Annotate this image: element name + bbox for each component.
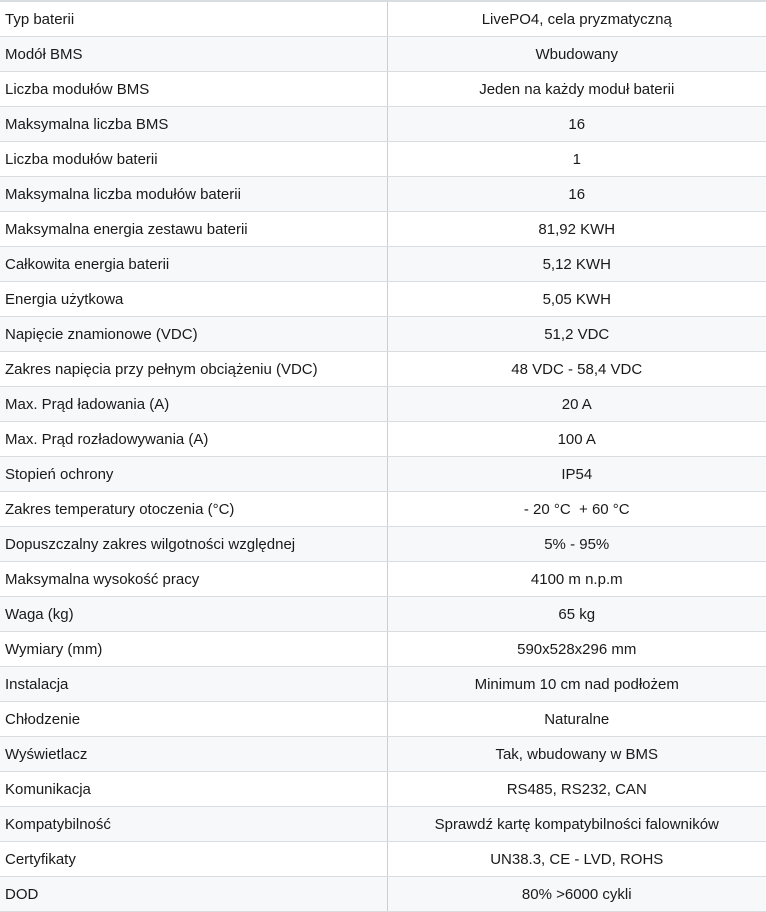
spec-value: 5,12 KWH <box>387 247 766 282</box>
table-row <box>0 177 766 212</box>
spec-label: Liczba modułów BMS <box>0 72 387 107</box>
spec-value: - 20 °C + 60 °C <box>387 492 766 527</box>
table-row <box>0 2 766 37</box>
spec-label: Komunikacja <box>0 772 387 807</box>
spec-label: Instalacja <box>0 667 387 702</box>
table-row <box>0 457 766 492</box>
spec-value: 4100 m n.p.m <box>387 562 766 597</box>
table-row <box>0 282 766 317</box>
spec-label: Maksymalna liczba modułów baterii <box>0 177 387 212</box>
spec-value: LivePO4, cela pryzmatyczną <box>387 2 766 37</box>
spec-label: Wymiary (mm) <box>0 632 387 667</box>
spec-value: IP54 <box>387 457 766 492</box>
table-row <box>0 737 766 772</box>
spec-value: 16 <box>387 107 766 142</box>
spec-label: Waga (kg) <box>0 597 387 632</box>
spec-value: Minimum 10 cm nad podłożem <box>387 667 766 702</box>
spec-label: Maksymalna liczba BMS <box>0 107 387 142</box>
spec-value: UN38.3, CE - LVD, ROHS <box>387 842 766 877</box>
spec-label: Dopuszczalny zakres wilgotności względnej <box>0 527 387 562</box>
table-row <box>0 562 766 597</box>
spec-table-body <box>0 2 766 912</box>
spec-label: Zakres temperatury otoczenia (°C) <box>0 492 387 527</box>
table-row <box>0 37 766 72</box>
table-row <box>0 597 766 632</box>
spec-value: 81,92 KWH <box>387 212 766 247</box>
spec-value: 65 kg <box>387 597 766 632</box>
spec-label: Maksymalna energia zestawu baterii <box>0 212 387 247</box>
spec-table <box>0 2 766 912</box>
table-row <box>0 247 766 282</box>
spec-label: Max. Prąd ładowania (A) <box>0 387 387 422</box>
table-row <box>0 702 766 737</box>
table-row <box>0 527 766 562</box>
spec-label: Certyfikaty <box>0 842 387 877</box>
spec-value: 1 <box>387 142 766 177</box>
spec-label: Napięcie znamionowe (VDC) <box>0 317 387 352</box>
table-row <box>0 142 766 177</box>
spec-label: Wyświetlacz <box>0 737 387 772</box>
spec-value: 80% >6000 cykli <box>387 877 766 912</box>
table-row <box>0 212 766 247</box>
table-row <box>0 667 766 702</box>
table-row <box>0 72 766 107</box>
spec-value: Tak, wbudowany w BMS <box>387 737 766 772</box>
spec-value: 48 VDC - 58,4 VDC <box>387 352 766 387</box>
spec-value: Jeden na każdy moduł baterii <box>387 72 766 107</box>
spec-label: Zakres napięcia przy pełnym obciążeniu (VDC) <box>0 352 387 387</box>
spec-label: Liczba modułów baterii <box>0 142 387 177</box>
spec-value: Sprawdź kartę kompatybilności falowników <box>387 807 766 842</box>
spec-value: 16 <box>387 177 766 212</box>
table-row <box>0 422 766 457</box>
table-row <box>0 842 766 877</box>
spec-value: 20 A <box>387 387 766 422</box>
spec-value: 100 A <box>387 422 766 457</box>
table-row <box>0 877 766 912</box>
spec-label: Maksymalna wysokość pracy <box>0 562 387 597</box>
spec-label: Modół BMS <box>0 37 387 72</box>
spec-label: DOD <box>0 877 387 912</box>
table-row <box>0 772 766 807</box>
table-row <box>0 107 766 142</box>
table-row <box>0 317 766 352</box>
spec-value: 5,05 KWH <box>387 282 766 317</box>
spec-value: 51,2 VDC <box>387 317 766 352</box>
spec-label: Stopień ochrony <box>0 457 387 492</box>
spec-label: Kompatybilność <box>0 807 387 842</box>
spec-value: Wbudowany <box>387 37 766 72</box>
spec-value: RS485, RS232, CAN <box>387 772 766 807</box>
spec-label: Max. Prąd rozładowywania (A) <box>0 422 387 457</box>
spec-label: Energia użytkowa <box>0 282 387 317</box>
spec-value: Naturalne <box>387 702 766 737</box>
table-row <box>0 387 766 422</box>
table-row <box>0 352 766 387</box>
spec-value: 5% - 95% <box>387 527 766 562</box>
table-row <box>0 632 766 667</box>
spec-label: Całkowita energia baterii <box>0 247 387 282</box>
spec-label: Typ baterii <box>0 2 387 37</box>
spec-value: 590x528x296 mm <box>387 632 766 667</box>
table-row <box>0 492 766 527</box>
table-row <box>0 807 766 842</box>
spec-label: Chłodzenie <box>0 702 387 737</box>
